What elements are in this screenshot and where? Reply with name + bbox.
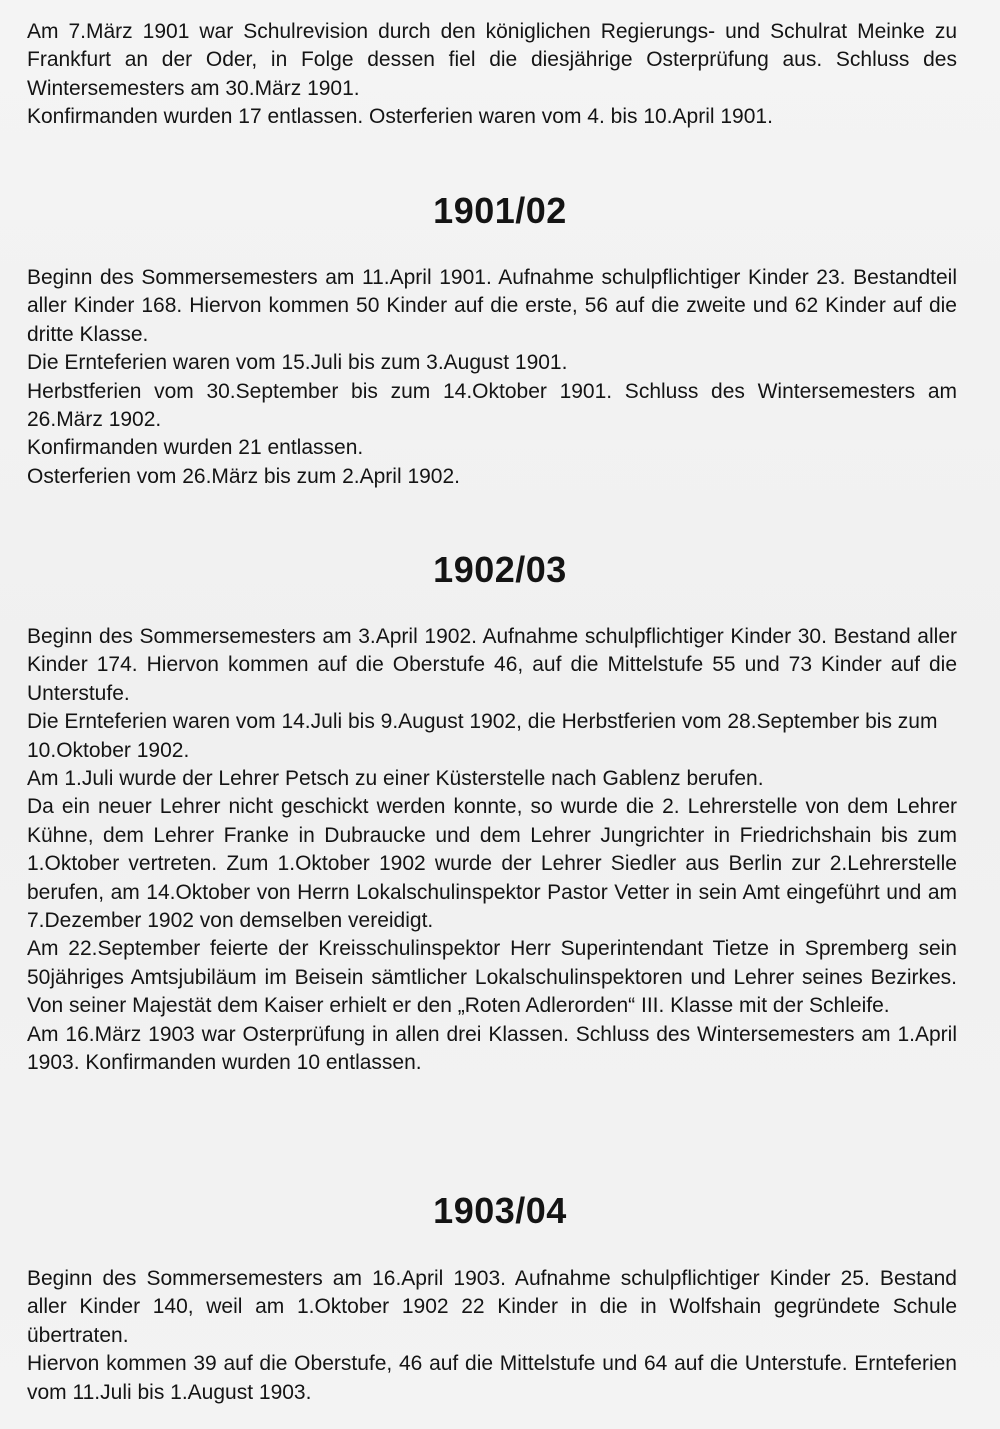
intro-block: [27, 18, 957, 132]
paragraph: Beginn des Sommersemesters am 3.April 1902. Aufnahme schulpflichtiger Kinder 30. Bestand aller Kinder 174. Hiervon kommen auf die Oberstufe 46, auf die Mittelstufe 55 und 73 Kinder auf die Unterstufe.: [27, 625, 957, 705]
paragraph: Da ein neuer Lehrer nicht geschickt werden konnte, so wurde die 2. Lehrerstelle von dem Lehrer Kühne, dem Lehrer Franke in Dubraucke und dem Lehrer Jungrichter in Friedrichshain bis zum 1.Oktober vertreten. Zum 1.Oktober 1902 wurde der Lehrer Siedler aus Berlin zur 2.Lehrerstelle berufen, am 14.Oktober von Herrn Lokalschulinspektor Pastor Vetter in sein Amt eingeführt und am 7.Dezember 1902 von demselben vereidigt.: [27, 795, 957, 933]
paragraph: Am 22.September feierte der Kreisschulinspektor Herr Superintendant Tietze in Spremberg sein 50jähriges Amtsjubiläum im Beisein sämtlicher Lokalschulinspektoren und Lehrer seines Bezirkes. Von seiner Majestät dem Kaiser erhielt er den „Roten Adlerorden“ III. Klasse mit der Schleife.: [27, 937, 957, 1018]
paragraph: Konfirmanden wurden 17 entlassen. Osterferien waren vom 4. bis 10.April 1901.: [27, 105, 773, 129]
section-1902-03: [27, 623, 957, 1078]
section-heading: 1902/03: [433, 549, 567, 590]
paragraph: Am 16.März 1903 war Osterprüfung in allen drei Klassen. Schluss des Wintersemesters am 1.April 1903. Konfirmanden wurden 10 entlassen.: [27, 1022, 957, 1075]
paragraph: Die Ernteferien waren vom 14.Juli bis 9.August 1902, die Herbstferien vom 28.September bis zum 10.Oktober 1902.: [27, 710, 938, 762]
paragraph: Konfirmanden wurden 21 entlassen.: [27, 436, 364, 460]
paragraph: Herbstferien vom 30.September bis zum 14.Oktober 1901. Schluss des Wintersemesters am 26.März 1902.: [27, 379, 957, 432]
paragraph: Am 1.Juli wurde der Lehrer Petsch zu einer Küsterstelle nach Gablenz berufen.: [27, 767, 764, 791]
paragraph: Hiervon kommen 39 auf die Oberstufe, 46 auf die Mittelstufe und 64 auf die Unterstufe. Ernteferien vom 11.Juli bis 1.August 1903.: [27, 1352, 957, 1404]
paragraph: Beginn des Sommersemesters am 11.April 1901. Aufnahme schulpflichtiger Kinder 23. Bestandteil aller Kinder 168. Hiervon kommen 50 Kinder auf die erste, 56 auf die zweite und 62 Kinder auf die dritte Klasse.: [27, 266, 957, 346]
section-1901-02: [27, 264, 957, 491]
paragraph: Die Ernteferien waren vom 15.Juli bis zum 3.August 1901.: [27, 351, 568, 375]
paragraph: Beginn des Sommersemesters am 16.April 1903. Aufnahme schulpflichtiger Kinder 25. Bestand aller Kinder 140, weil am 1.Oktober 1902 22 Kinder in die in Wolfshain gegründete Schule übertraten.: [27, 1267, 957, 1347]
section-1903-04: [27, 1265, 957, 1407]
paragraph: Osterferien vom 26.März bis zum 2.April 1902.: [27, 464, 461, 488]
paragraph: Am 7.März 1901 war Schulrevision durch den königlichen Regierungs- und Schulrat Meinke zu Frankfurt an der Oder, in Folge dessen fiel die diesjährige Osterprüfung aus. Schluss des Wintersemesters am 30.März 1901.: [27, 20, 957, 100]
section-heading: 1901/02: [433, 190, 567, 231]
section-heading: 1903/04: [433, 1190, 567, 1231]
